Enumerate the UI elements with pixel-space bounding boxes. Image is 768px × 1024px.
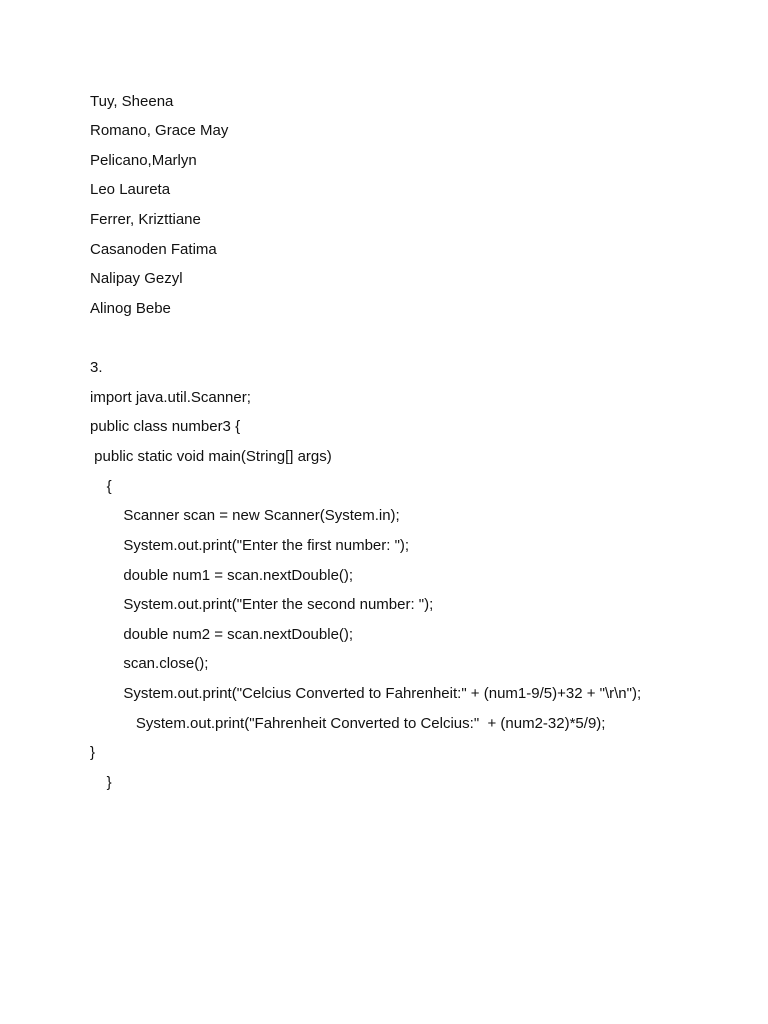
code-line: scan.close(); (90, 655, 209, 672)
code-line: double num1 = scan.nextDouble(); (90, 567, 354, 584)
code-line: public class number3 { (90, 418, 241, 435)
code-line: System.out.print("Enter the second number: "); (90, 596, 434, 613)
code-line: Scanner scan = new Scanner(System.in); (90, 507, 400, 524)
code-line: { (90, 478, 112, 495)
name-line: Pelicano,Marlyn (90, 152, 197, 169)
question-number: 3. (90, 359, 103, 376)
name-line: Romano, Grace May (90, 122, 229, 139)
code-line: System.out.print("Enter the first number: "); (90, 537, 410, 554)
name-line: Leo Laureta (90, 181, 171, 198)
code-line: System.out.print("Fahrenheit Converted to Celcius:" + (num2-32)*5/9); (90, 715, 606, 732)
name-line: Nalipay Gezyl (90, 270, 183, 287)
name-line: Tuy, Sheena (90, 93, 174, 110)
name-line: Alinog Bebe (90, 300, 171, 317)
name-line: Casanoden Fatima (90, 241, 217, 258)
code-line: public static void main(String[] args) (90, 448, 332, 465)
name-line: Ferrer, Krizttiane (90, 211, 201, 228)
code-line: } (90, 774, 112, 791)
code-line: double num2 = scan.nextDouble(); (90, 626, 354, 643)
code-line: } (90, 744, 96, 761)
code-line: import java.util.Scanner; (90, 389, 251, 406)
code-line: System.out.print("Celcius Converted to Fahrenheit:" + (num1-9/5)+32 + "\r\n"); (90, 685, 642, 702)
